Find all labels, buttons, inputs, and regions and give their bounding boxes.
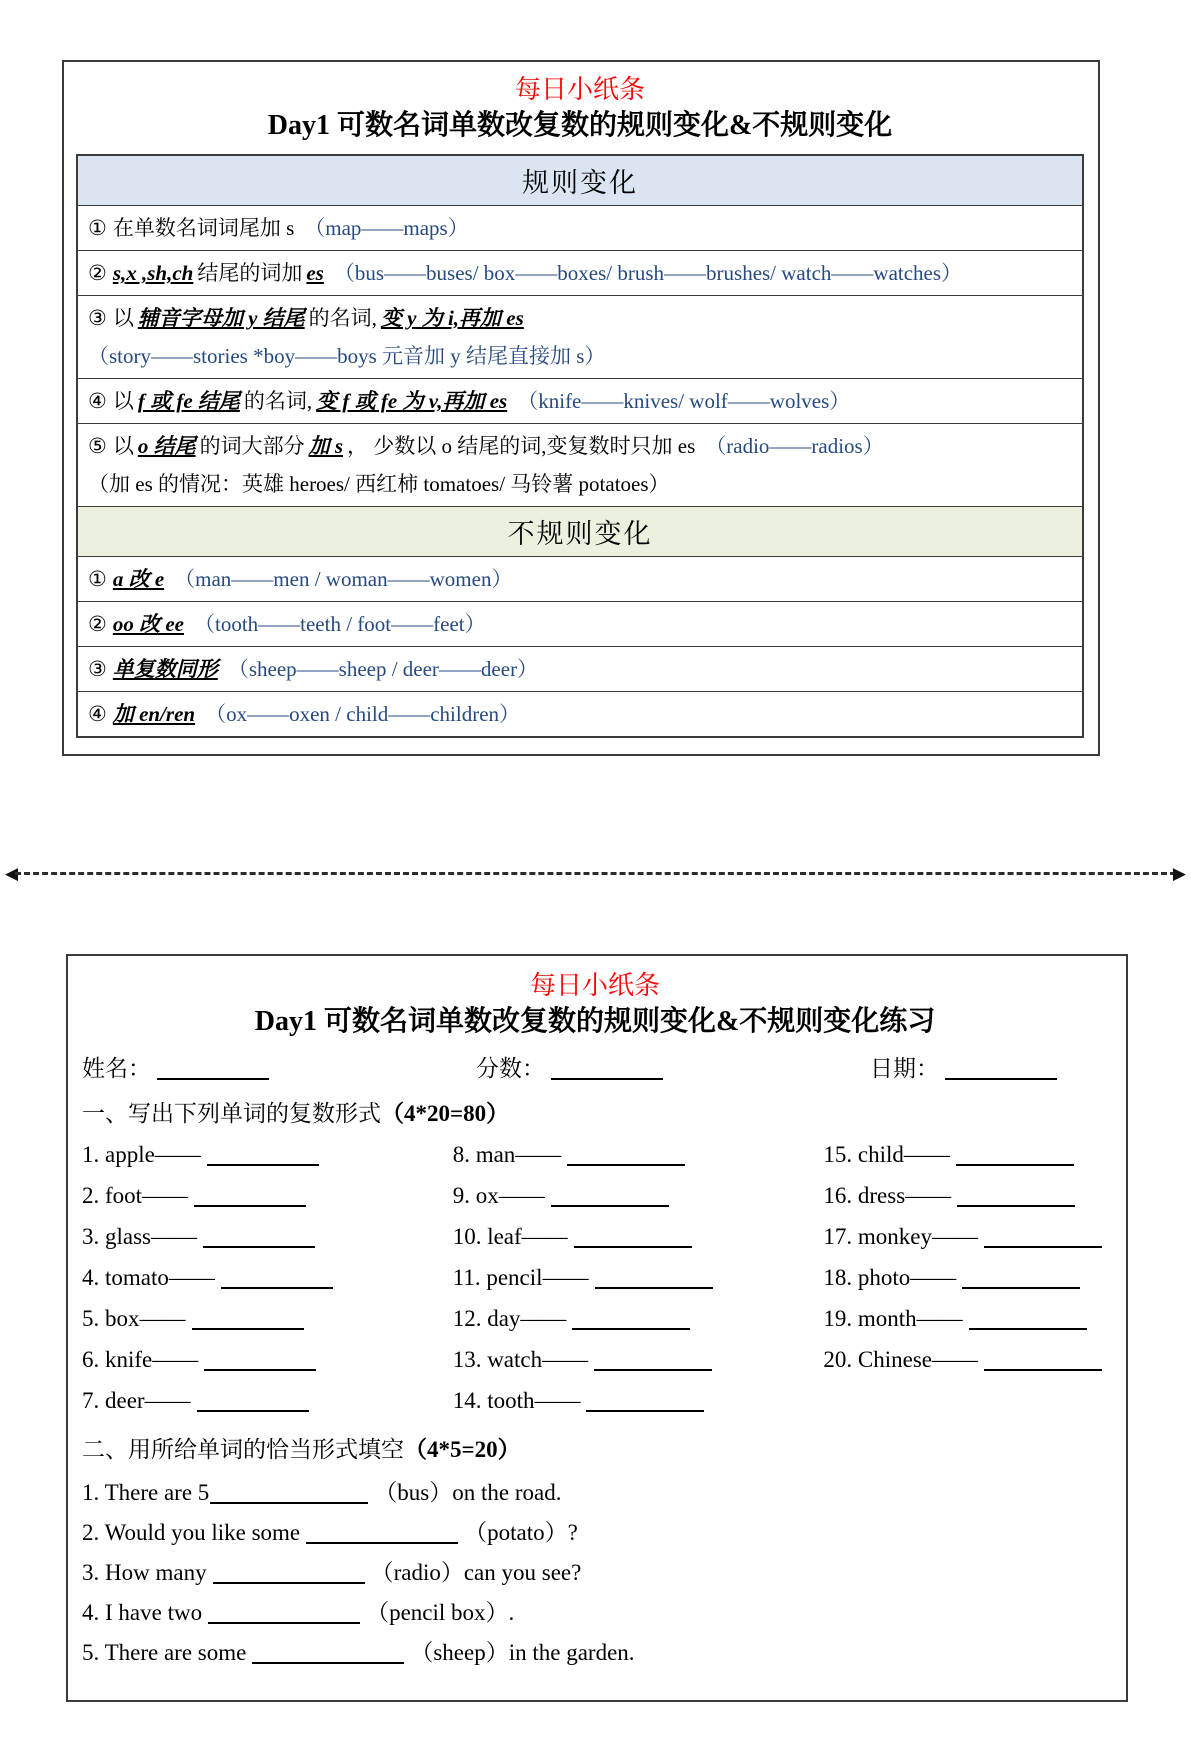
- item-10: [453, 1224, 824, 1250]
- item-blank: [207, 1142, 319, 1166]
- date-label: 日期：: [870, 1056, 939, 1081]
- sentence-pre: 3. How many: [82, 1560, 207, 1585]
- rule-emphasis: f 或 fe 结尾: [137, 389, 240, 413]
- rule-text: 以: [112, 389, 134, 413]
- sentence-3: [82, 1558, 1108, 1587]
- sentence-post: （pencil box）.: [366, 1600, 515, 1625]
- item-blank: [204, 1347, 316, 1371]
- item-16: [823, 1183, 1108, 1209]
- item-blank: [567, 1142, 685, 1166]
- rule-emphasis: 变 y 为 i,再加 es: [380, 306, 524, 330]
- rule-text: 的名词,: [308, 306, 377, 330]
- sentence-blank: [210, 1480, 368, 1504]
- item-label: 6. knife——: [82, 1347, 199, 1372]
- rule-example: （knife——knives/ wolf——wolves）: [517, 389, 851, 413]
- irregular-rule-row-4: [78, 691, 1082, 736]
- sentence-pre: 1. There are 5: [82, 1480, 210, 1505]
- rule-number: ②: [88, 612, 107, 636]
- score-blank: [551, 1056, 663, 1080]
- item-label: 5. box——: [82, 1306, 186, 1331]
- sentence-pre: 2. Would you like some: [82, 1520, 301, 1545]
- item-label: 15. child——: [823, 1142, 950, 1167]
- item-9: [453, 1183, 824, 1209]
- score-field: [476, 1050, 870, 1083]
- item-20: [823, 1347, 1108, 1373]
- section1-title: 一、写出下列单词的复数形式: [82, 1101, 381, 1126]
- name-field: [82, 1050, 476, 1083]
- sentence-1: [82, 1478, 1108, 1507]
- irregular-rule-row-3: [78, 646, 1082, 691]
- item-14: [453, 1388, 824, 1414]
- item-11: [453, 1265, 824, 1291]
- rule-line-1: [88, 303, 1072, 333]
- item-label: 20. Chinese——: [823, 1347, 978, 1372]
- item-label: 4. tomato——: [82, 1265, 215, 1290]
- sentence-post: （sheep）in the garden.: [410, 1640, 635, 1665]
- rule-number: ③: [88, 306, 107, 330]
- score-label: 分数：: [476, 1056, 545, 1081]
- rule-example: （man——men / woman——women）: [174, 567, 513, 591]
- rules-table: [76, 154, 1084, 738]
- card2-title: Day1 可数名词单数改复数的规则变化&不规则变化练习: [254, 1006, 936, 1037]
- sentence-blank: [213, 1560, 365, 1584]
- date-blank: [945, 1056, 1057, 1080]
- rule-emphasis: o 结尾: [137, 434, 196, 458]
- item-blank: [984, 1224, 1102, 1248]
- rule-example: （sheep——sheep / deer——deer）: [227, 657, 539, 681]
- item-blank: [197, 1388, 309, 1412]
- item-blank: [969, 1306, 1087, 1330]
- card1-title: Day1 可数名词单数改复数的规则变化&不规则变化: [267, 110, 893, 141]
- item-label: 3. glass——: [82, 1224, 197, 1249]
- item-label: 13. watch——: [452, 1347, 589, 1372]
- item-blank: [194, 1183, 306, 1207]
- rule-number: ③: [88, 657, 107, 681]
- sentence-blank: [208, 1600, 360, 1624]
- item-1: [82, 1142, 453, 1168]
- fill-in-sentences: [82, 1478, 1108, 1667]
- rule-text: 的名词,: [243, 389, 313, 413]
- item-blank: [594, 1347, 712, 1371]
- item-blank: [221, 1265, 333, 1289]
- sentence-blank: [252, 1640, 404, 1664]
- rule-emphasis: s,x ,sh,ch: [112, 261, 194, 285]
- items-column-3: [823, 1142, 1108, 1429]
- rule-example: （map——maps）: [304, 216, 469, 240]
- item-4: [82, 1265, 453, 1291]
- item-blank: [574, 1224, 692, 1248]
- item-19: [823, 1306, 1108, 1332]
- item-label: 1. apple——: [82, 1142, 201, 1167]
- rule-example: （ox——oxen / child——children）: [205, 702, 521, 726]
- card2-red-title: 每日小纸条: [529, 971, 660, 1000]
- rule-emphasis: 辅音字母加 y 结尾: [137, 306, 305, 330]
- name-blank: [157, 1056, 269, 1080]
- item-2: [82, 1183, 453, 1209]
- irregular-rule-row-2: [78, 601, 1082, 646]
- rule-line-2: [88, 341, 1072, 371]
- item-3: [82, 1224, 453, 1250]
- item-blank: [551, 1183, 669, 1207]
- rule-text: 以: [112, 306, 134, 330]
- practice-card: [66, 954, 1128, 1702]
- item-7: [82, 1388, 453, 1414]
- rule-text: 结尾的词加: [197, 261, 303, 285]
- rule-emphasis: a 改 e: [112, 567, 165, 591]
- section2-points: （4*5=20）: [404, 1437, 521, 1462]
- rules-card: [62, 60, 1100, 756]
- item-blank: [192, 1306, 304, 1330]
- dashed-line: [15, 872, 1176, 875]
- section1-header: [82, 1095, 1108, 1128]
- rule-number: ④: [88, 389, 107, 413]
- sentence-pre: 4. I have two: [82, 1600, 203, 1625]
- irregular-rules-header: 不规则变化: [78, 506, 1082, 556]
- regular-rule-row-5: [78, 423, 1082, 506]
- item-label: 9. ox——: [452, 1183, 545, 1208]
- rule-emphasis: 加 s: [308, 434, 344, 458]
- rule-emphasis: 变 f 或 fe 为 v,再加 es: [316, 389, 508, 413]
- sentence-post: （radio）can you see?: [370, 1560, 582, 1585]
- info-fields: [82, 1050, 1108, 1083]
- rule-number: ①: [88, 567, 107, 591]
- sentence-4: [82, 1598, 1108, 1627]
- sentence-post: （potato）?: [464, 1520, 578, 1545]
- item-blank: [957, 1183, 1075, 1207]
- rule-line-2: [88, 469, 1072, 499]
- item-blank: [962, 1265, 1080, 1289]
- section1-points: （4*20=80）: [381, 1101, 510, 1126]
- rule-text: ， 少数以 o 结尾的词,变复数时只加 es: [347, 434, 696, 458]
- item-blank: [572, 1306, 690, 1330]
- item-label: 8. man——: [452, 1142, 562, 1167]
- regular-rule-row-2: [78, 250, 1082, 295]
- rule-text: 以: [112, 434, 134, 458]
- rule-example: （story——stories *boy——boys 元音加 y 结尾直接加 s）: [88, 344, 606, 368]
- item-8: [453, 1142, 824, 1168]
- sentence-post: （bus）on the road.: [374, 1480, 562, 1505]
- regular-rule-row-1: [78, 205, 1082, 250]
- item-blank: [956, 1142, 1074, 1166]
- section2-title: 二、用所给单词的恰当形式填空: [82, 1437, 404, 1462]
- item-label: 16. dress——: [823, 1183, 952, 1208]
- regular-rules-header: 规则变化: [78, 156, 1082, 205]
- items-column-1: [82, 1142, 453, 1429]
- left-arrow-icon: ◀: [5, 863, 19, 883]
- sentence-5: [82, 1638, 1108, 1667]
- irregular-rule-row-1: [78, 556, 1082, 601]
- rule-line-1: [88, 431, 1072, 461]
- name-label: 姓名：: [82, 1056, 151, 1081]
- item-12: [453, 1306, 824, 1332]
- item-blank: [595, 1265, 713, 1289]
- sentence-blank: [306, 1520, 458, 1544]
- section2-header: [82, 1431, 1108, 1464]
- item-blank: [586, 1388, 704, 1412]
- sentence-pre: 5. There are some: [82, 1640, 247, 1665]
- item-17: [823, 1224, 1108, 1250]
- rule-number: ①: [88, 216, 107, 240]
- rule-number: ④: [88, 702, 107, 726]
- regular-rule-row-3: [78, 295, 1082, 378]
- item-5: [82, 1306, 453, 1332]
- item-18: [823, 1265, 1108, 1291]
- rule-text: 在单数名词词尾加 s: [112, 216, 295, 240]
- dashed-separator: [5, 862, 1186, 884]
- item-label: 11. pencil——: [452, 1265, 589, 1290]
- item-label: 18. photo——: [823, 1265, 957, 1290]
- item-label: 14. tooth——: [452, 1388, 581, 1413]
- sentence-2: [82, 1518, 1108, 1547]
- item-blank: [203, 1224, 315, 1248]
- card1-red-title: 每日小纸条: [514, 75, 645, 104]
- rule-emphasis: oo 改 ee: [112, 612, 184, 636]
- rule-number: ②: [88, 261, 107, 285]
- rule-emphasis: es: [306, 261, 324, 285]
- item-blank: [984, 1347, 1102, 1371]
- rule-example: （radio——radios）: [705, 434, 884, 458]
- rule-emphasis: 单复数同形: [112, 657, 218, 681]
- item-label: 10. leaf——: [452, 1224, 568, 1249]
- right-arrow-icon: ▶: [1172, 863, 1186, 883]
- item-label: 17. monkey——: [823, 1224, 978, 1249]
- rule-example: （tooth——teeth / foot——feet）: [193, 612, 486, 636]
- date-field: [870, 1050, 1063, 1083]
- item-label: 12. day——: [452, 1306, 567, 1331]
- plural-items-grid: [82, 1142, 1108, 1429]
- item-label: 2. foot——: [82, 1183, 189, 1208]
- rule-number: ⑤: [88, 434, 107, 458]
- item-6: [82, 1347, 453, 1373]
- rule-example: （bus——buses/ box——boxes/ brush——brushes/ watch——watches）: [333, 261, 963, 285]
- regular-rule-row-4: [78, 378, 1082, 423]
- rule-emphasis: 加 en/ren: [112, 702, 196, 726]
- rule-text: 的词大部分: [199, 434, 305, 458]
- item-13: [453, 1347, 824, 1373]
- items-column-2: [453, 1142, 824, 1429]
- rule-text: （加 es 的情况：英雄 heroes/ 西红柿 tomatoes/ 马铃薯 potatoes）: [88, 472, 670, 496]
- item-15: [823, 1142, 1108, 1168]
- item-label: 7. deer——: [82, 1388, 191, 1413]
- item-label: 19. month——: [823, 1306, 963, 1331]
